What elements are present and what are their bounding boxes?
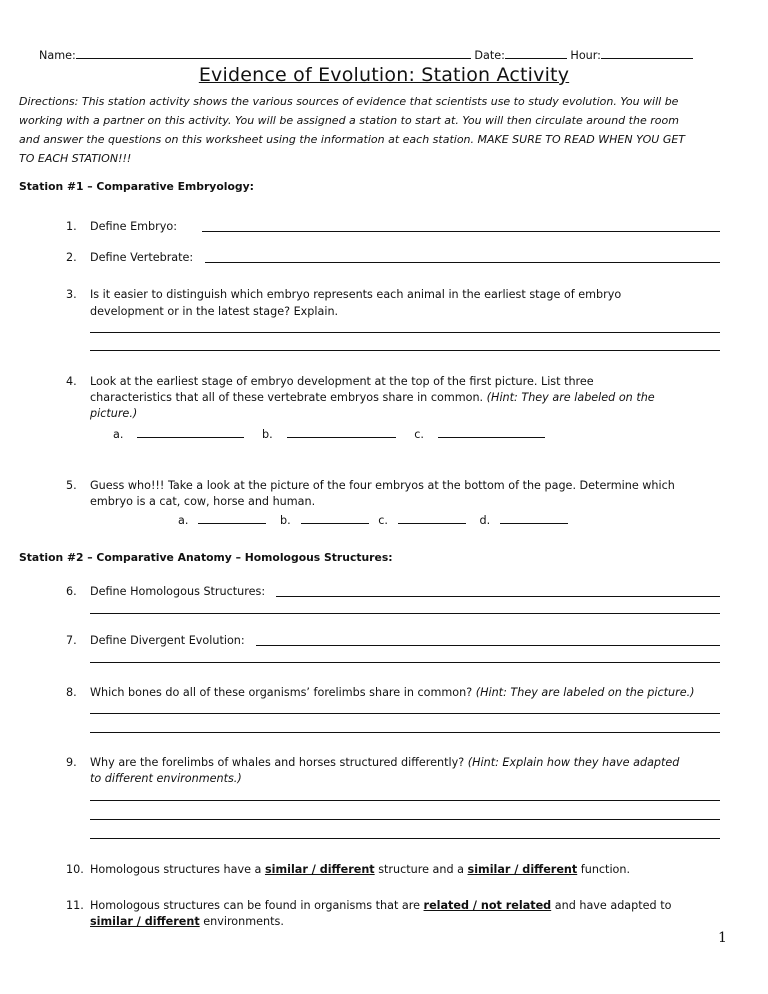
answer-4c[interactable] (438, 426, 545, 438)
question-11: 11. Homologous structures can be found in organisms that are related / not related and have adapted to (66, 899, 672, 912)
answer-5d[interactable] (500, 512, 568, 524)
name-label: Name: (39, 49, 76, 62)
question-8: 8. Which bones do all of these organisms’ forelimbs share in common? (Hint: They are labeled on the picture.) (66, 686, 695, 699)
answer-line-8a[interactable] (90, 713, 720, 714)
question-2-text: Define Vertebrate: (90, 251, 194, 264)
question-1-text: Define Embryo: (90, 220, 177, 233)
answer-line-3a[interactable] (90, 332, 720, 333)
header-row (39, 47, 693, 63)
question-4-line2: characteristics that all of these vertebrate embryos share in common. (Hint: They are labeled on the (90, 391, 655, 404)
question-4-hint: (Hint: They are labeled on the (486, 391, 655, 404)
answer-line-9c[interactable] (90, 838, 720, 839)
question-10: 10. Homologous structures have a similar / different structure and a similar / different function. (66, 863, 631, 876)
answer-5c[interactable] (398, 512, 466, 524)
date-label: Date: (474, 49, 505, 62)
name-field[interactable] (76, 47, 471, 59)
answer-line-7b[interactable] (90, 662, 720, 663)
answer-4a[interactable] (137, 426, 244, 438)
question-8-text: Which bones do all of these organisms’ forelimbs share in common? (90, 686, 476, 699)
hour-label: Hour: (570, 49, 601, 62)
choice-10-structure[interactable]: similar / different (264, 863, 375, 876)
question-9: 9. Why are the forelimbs of whales and horses structured differently? (Hint: Explain how they have adapted (66, 756, 680, 769)
answer-5a[interactable] (198, 512, 266, 524)
page-number: 1 (718, 930, 727, 946)
station2-heading: Station #2 – Comparative Anatomy – Homologous Structures: (19, 551, 393, 564)
answer-line-6b[interactable] (90, 613, 720, 614)
question-6: 6. Define Homologous Structures: (66, 585, 266, 598)
question-9-hint-line2: to different environments.) (90, 772, 242, 785)
answer-line-6a[interactable] (276, 596, 720, 597)
question-4-line1: Look at the earliest stage of embryo development at the top of the first picture. List three (90, 375, 594, 388)
answer-line-2[interactable] (205, 262, 720, 263)
choice-11-related[interactable]: related / not related (423, 899, 552, 912)
question-4-line3: picture.) (90, 407, 138, 420)
question-3: 3. Is it easier to distinguish which embryo represents each animal in the earliest stage of embryo (66, 288, 622, 301)
hour-field[interactable] (601, 47, 693, 59)
question-5: 5. Guess who!!! Take a look at the picture of the four embryos at the bottom of the page. Determine which (66, 479, 675, 492)
question-5-line2: embryo is a cat, cow, horse and human. (90, 495, 316, 508)
answer-line-8b[interactable] (90, 732, 720, 733)
station1-heading: Station #1 – Comparative Embryology: (19, 180, 254, 193)
question-3-line1: Is it easier to distinguish which embryo represents each animal in the earliest stage of embryo (90, 288, 622, 301)
answer-line-9a[interactable] (90, 800, 720, 801)
question-7: 7. Define Divergent Evolution: (66, 634, 245, 647)
date-field[interactable] (505, 47, 567, 59)
question-6-text: Define Homologous Structures: (90, 585, 266, 598)
answer-line-7a[interactable] (256, 645, 720, 646)
question-8-hint: (Hint: They are labeled on the picture.) (475, 686, 695, 699)
question-11-line2: similar / different environments. (90, 915, 284, 928)
answer-4b[interactable] (287, 426, 396, 438)
question-2: 2. Define Vertebrate: (66, 251, 194, 264)
question-9-text: Why are the forelimbs of whales and horses structured differently? (90, 756, 468, 769)
question-9-hint: (Hint: Explain how they have adapted (467, 756, 680, 769)
question-4-options: a. b. c. (113, 426, 545, 442)
answer-line-3b[interactable] (90, 350, 720, 351)
question-5-line1: Guess who!!! Take a look at the picture of the four embryos at the bottom of the page. Determine which (90, 479, 675, 492)
question-3-line2: development or in the latest stage? Explain. (90, 305, 339, 318)
answer-line-9b[interactable] (90, 819, 720, 820)
question-4: 4. Look at the earliest stage of embryo development at the top of the first picture. List three (66, 375, 594, 388)
question-7-text: Define Divergent Evolution: (90, 634, 245, 647)
answer-5b[interactable] (301, 512, 369, 524)
page-title: Evidence of Evolution: Station Activity (198, 64, 570, 86)
question-1: 1. Define Embryo: (66, 220, 177, 233)
directions: Directions: This station activity shows the various sources of evidence that scientists use to study evolution. You will be working with a partner on this activity. You will be assigned a station to start at. You will then circulate around the room and answer the questions on this worksheet using the information at each station. MAKE SURE TO READ WHEN YOU GET TO EACH STATION!!! (19, 95, 686, 165)
answer-line-1[interactable] (202, 231, 720, 232)
choice-10-function[interactable]: similar / different (467, 863, 578, 876)
question-5-options: a. b. c. d. (178, 512, 568, 528)
choice-11-environment[interactable]: similar / different (90, 915, 200, 928)
